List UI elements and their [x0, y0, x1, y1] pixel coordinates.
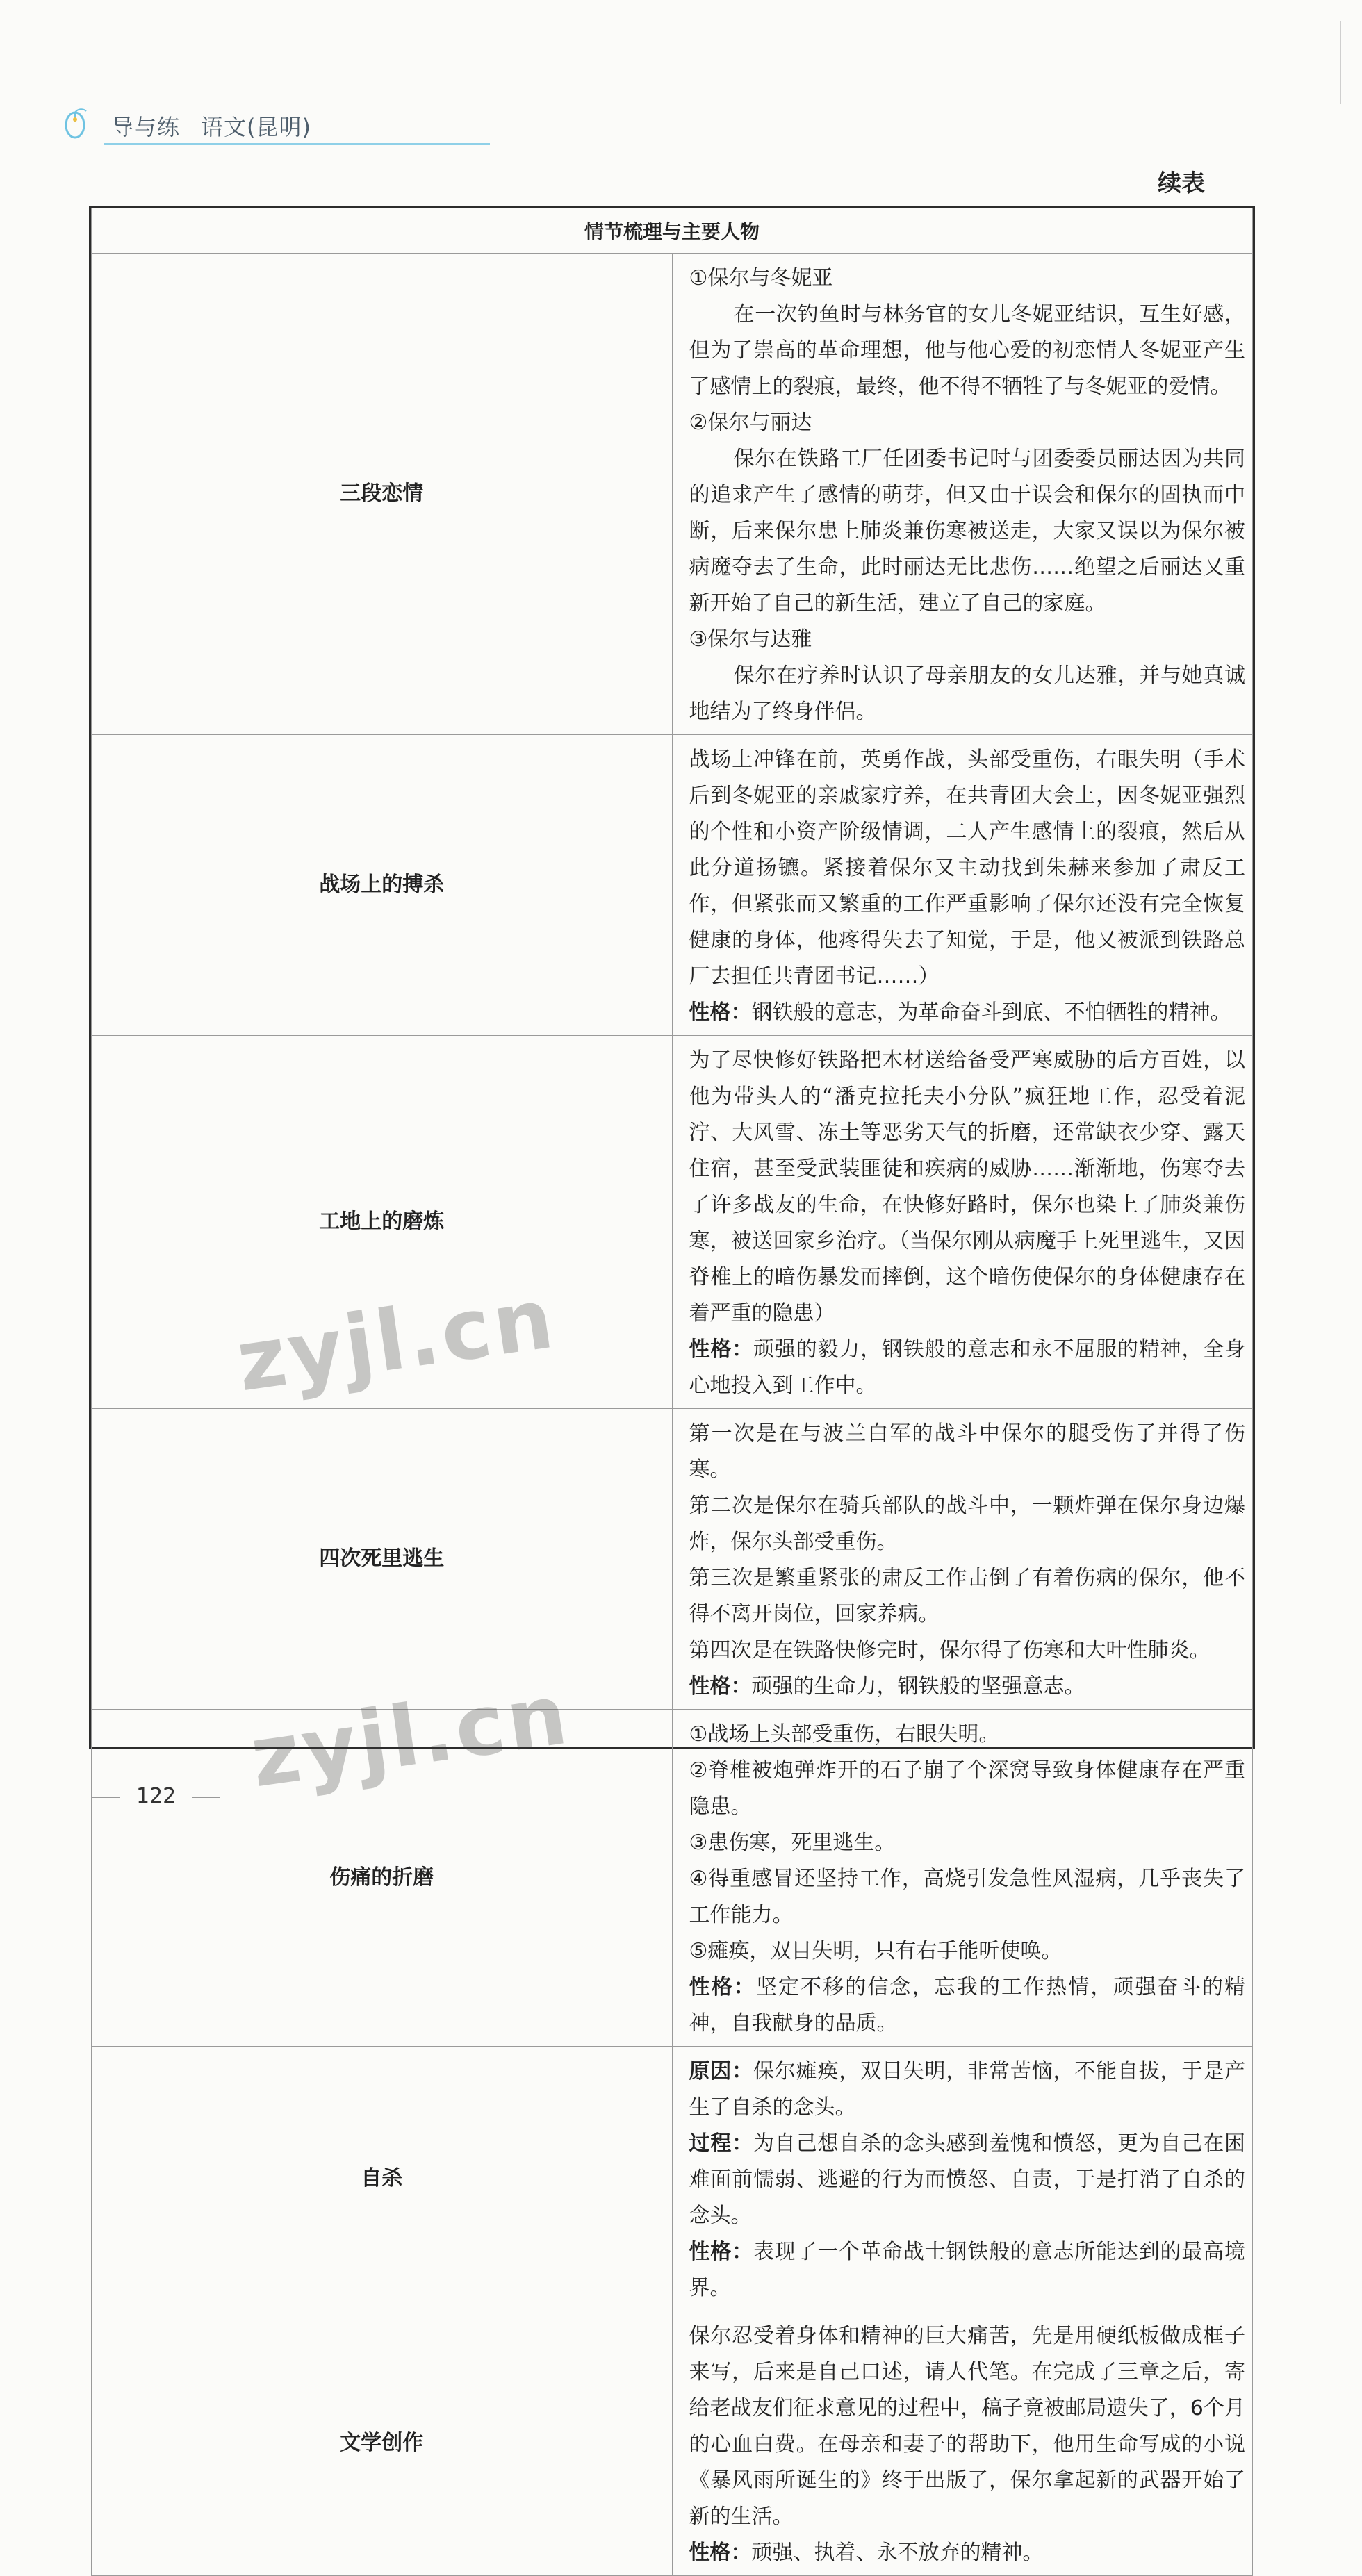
row-content — [672, 2047, 1253, 2311]
page-number: 122 — [136, 1784, 177, 1808]
page-footer — [75, 1784, 237, 1808]
table-row-battlefield — [92, 735, 1253, 1036]
book-subtitle: 语文(昆明) — [201, 114, 311, 140]
footer-dash — [192, 1797, 220, 1798]
row-label: 自杀 — [92, 2047, 673, 2311]
content-line: ①战场上头部受重伤，右眼失明。 — [689, 1722, 1000, 1747]
content-line: ②保尔与丽达 — [689, 411, 812, 435]
character-line — [689, 2535, 1246, 2571]
character-key: 性格： — [689, 1337, 753, 1362]
row-label: 四次死里逃生 — [92, 1409, 673, 1710]
row-label: 文学创作 — [92, 2311, 673, 2576]
content-line: ②脊椎被炮弹炸开的石子崩了个深窝导致身体健康存在严重隐患。 — [689, 1758, 1245, 1819]
row-content — [672, 735, 1253, 1036]
table-row-literary-creation — [92, 2311, 1253, 2576]
reason-key: 原因： — [689, 2059, 753, 2083]
row-label: 工地上的磨炼 — [92, 1036, 673, 1409]
content-line: ⑤瘫痪，双目失明，只有右手能听使唤。 — [689, 1939, 1062, 1963]
process-text: 为自己想自杀的念头感到羞愧和愤怒，更为自己在困难面前懦弱、逃避的行为而愤怒、自责，于是打消了自杀的念头。 — [689, 2131, 1246, 2228]
table-row-construction — [92, 1036, 1253, 1409]
character-line — [689, 2234, 1246, 2306]
row-content — [672, 1036, 1253, 1409]
content-line: 第二次是保尔在骑兵部队的战斗中，一颗炸弹在保尔身边爆炸，保尔头部受重伤。 — [689, 1494, 1245, 1554]
continued-label: 续表 — [1158, 170, 1205, 197]
header-rule — [104, 143, 490, 145]
page-edge-line — [1340, 21, 1341, 104]
table-heading: 情节梳理与主要人物 — [92, 208, 1253, 254]
row-label: 伤痛的折磨 — [92, 1710, 673, 2047]
content-line: ④得重感冒还坚持工作，高烧引发急性风湿病，几乎丧失了工作能力。 — [689, 1867, 1245, 1927]
content-line: 第一次是在与波兰白军的战斗中保尔的腿受伤了并得了伤寒。 — [689, 1421, 1245, 1482]
book-title: 导与练 — [111, 114, 181, 140]
character-text: 表现了一个革命战士钢铁般的意志所能达到的最高境界。 — [689, 2240, 1246, 2300]
row-content — [672, 2311, 1253, 2576]
content-line: 第四次是在铁路快修完时，保尔得了伤寒和大叶性肺炎。 — [689, 1638, 1211, 1662]
character-line — [689, 1669, 1246, 1705]
content-line: ③保尔与达雅 — [689, 627, 812, 652]
process-line — [689, 2126, 1246, 2234]
header-title — [111, 110, 311, 142]
character-text: 坚定不移的信念，忘我的工作热情，顽强奋斗的精神，自我献身的品质。 — [689, 1975, 1245, 2036]
table-row-suicide — [92, 2047, 1253, 2311]
mouse-logo-icon — [63, 107, 90, 140]
content-line: 战场上冲锋在前，英勇作战，头部受重伤，右眼失明（手术后到冬妮亚的亲戚家疗养，在共青团大会上，因冬妮亚强烈的个性和小资产阶级情调，二人产生感情上的裂痕，然后从此分道扬镳。紧接着保尔又主动找到朱赫来参加了肃反工作，但紧张而又繁重的工作严重影响了保尔还没有完全恢复健康的身体，他疼得失去了知觉，于是，他又被派到铁路总厂去担任共青团书记……） — [689, 748, 1245, 989]
table — [91, 208, 1253, 2576]
character-line — [689, 1332, 1246, 1404]
character-key: 性格： — [689, 2541, 752, 2565]
table-row-four-escapes — [92, 1409, 1253, 1710]
character-key: 性格： — [689, 1674, 752, 1699]
page-header — [56, 104, 431, 146]
character-key: 性格： — [689, 1975, 756, 1999]
table-header-row — [92, 208, 1253, 254]
content-line: ①保尔与冬妮亚 — [689, 266, 833, 290]
watermark: zyjl.cn — [231, 1270, 561, 1411]
content-line: 保尔在铁路工厂任团委书记时与团委委员丽达因为共同的追求产生了感情的萌芽，但又由于误会和保尔的固执而中断，后来保尔患上肺炎兼伤寒被送走，大家又误以为保尔被病魔夺去了生命，此时丽达无比悲伤……绝望之后丽达又重新开始了自己的新生活，建立了自己的家庭。 — [689, 447, 1245, 616]
reason-line — [689, 2054, 1246, 2126]
table-row-injuries — [92, 1710, 1253, 2047]
reason-text: 保尔瘫痪，双目失明，非常苦恼，不能自拔，于是产生了自杀的念头。 — [689, 2059, 1246, 2120]
character-key: 性格： — [689, 2240, 753, 2264]
content-line: 为了尽快修好铁路把木材送给备受严寒威胁的后方百姓，以他为带头人的“潘克拉托夫小分队”疯狂地工作，忍受着泥泞、大风雪、冻土等恶劣天气的折磨，还常缺衣少穿、露天住宿，甚至受武装匪徒和疾病的威胁……渐渐地，伤寒夺去了许多战友的生命，在快修好路时，保尔也染上了肺炎兼伤寒，被送回家乡治疗。（当保尔刚从病魔手上死里逃生，又因脊椎上的暗伤暴发而摔倒，这个暗伤使保尔的身体健康存在着严重的隐患） — [689, 1048, 1245, 1326]
row-content — [672, 1710, 1253, 2047]
content-line: 保尔忍受着身体和精神的巨大痛苦，先是用硬纸板做成框子来写，后来是自己口述，请人代笔。在完成了三章之后，寄给老战友们征求意见的过程中，稿子竟被邮局遗失了，6个月的心血白费。在母亲和妻子的帮助下，他用生命写成的小说《暴风雨所诞生的》终于出版了，保尔拿起新的武器开始了新的生活。 — [689, 2324, 1245, 2529]
row-content — [672, 1409, 1253, 1710]
content-line: 第三次是繁重紧张的肃反工作击倒了有着伤病的保尔，他不得不离开岗位，回家养病。 — [689, 1566, 1245, 1626]
footer-dash — [92, 1797, 120, 1798]
character-text: 顽强的生命力，钢铁般的坚强意志。 — [751, 1674, 1085, 1699]
content-line: ③患伤寒，死里逃生。 — [689, 1831, 896, 1855]
content-line: 在一次钓鱼时与林务官的女儿冬妮亚结识，互生好感，但为了崇高的革命理想，他与他心爱的初恋情人冬妮亚产生了感情上的裂痕，最终，他不得不牺牲了与冬妮亚的爱情。 — [689, 302, 1245, 399]
row-label: 战场上的搏杀 — [92, 735, 673, 1036]
row-content — [672, 254, 1253, 735]
character-text: 钢铁般的意志，为革命奋斗到底、不怕牺牲的精神。 — [751, 1000, 1231, 1025]
character-line — [689, 995, 1246, 1031]
row-label: 三段恋情 — [92, 254, 673, 735]
watermark: zyjl.cn — [245, 1666, 575, 1807]
character-text: 顽强的毅力，钢铁般的意志和永不屈服的精神，全身心地投入到工作中。 — [689, 1337, 1246, 1398]
content-line: 保尔在疗养时认识了母亲朋友的女儿达雅，并与她真诚地结为了终身伴侣。 — [689, 663, 1245, 724]
character-text: 顽强、执着、永不放弃的精神。 — [751, 2541, 1044, 2565]
process-key: 过程： — [689, 2131, 753, 2156]
character-line — [689, 1970, 1246, 2042]
character-key: 性格： — [689, 1000, 752, 1025]
table-row-romance — [92, 254, 1253, 735]
